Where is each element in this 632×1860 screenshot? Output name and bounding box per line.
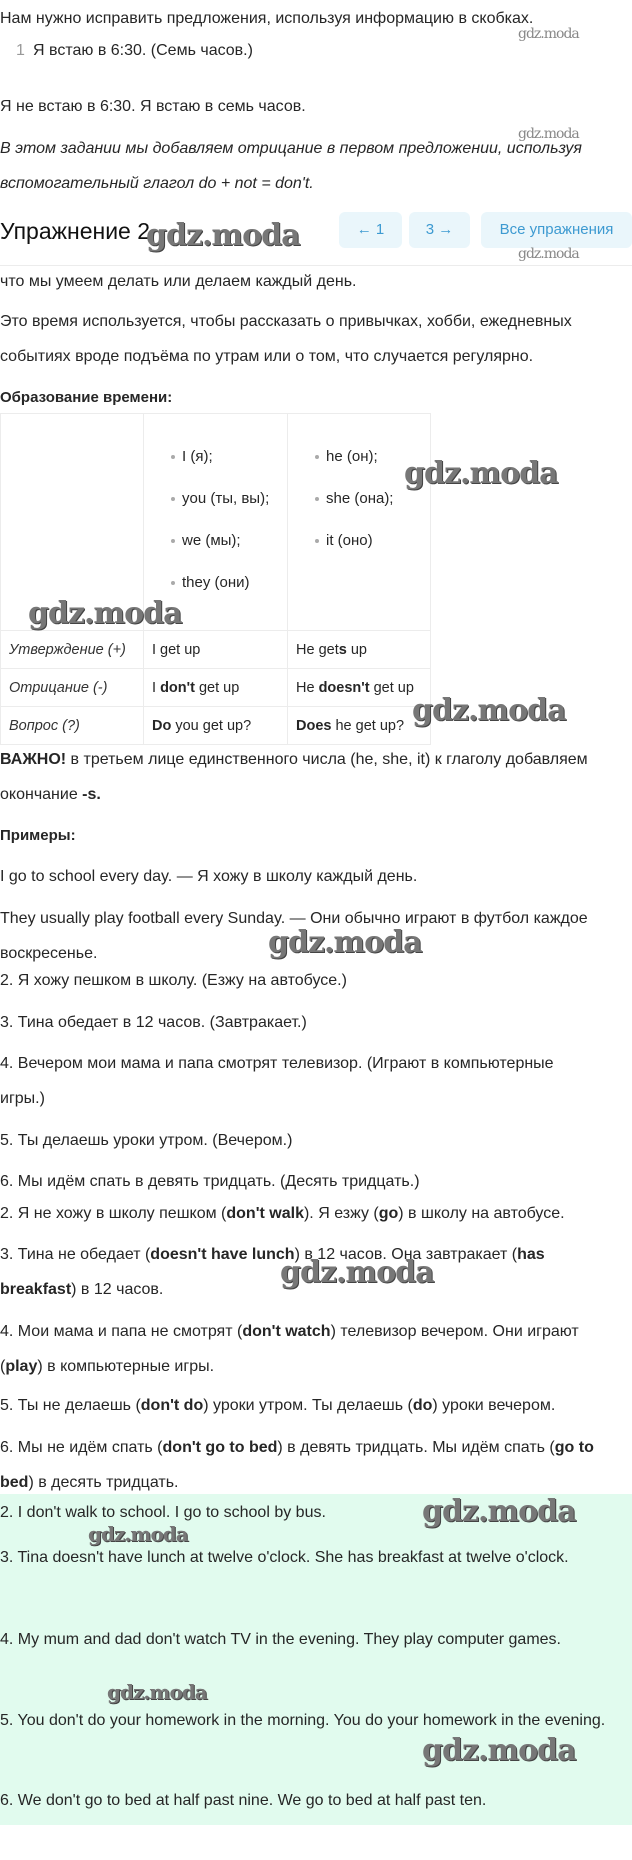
row-label: Утверждение (+) <box>1 631 144 669</box>
task-item <box>0 33 628 68</box>
bold-text: doesn't <box>318 679 370 696</box>
text-segment: ) телевизор вечером. Они играют ( <box>0 1323 579 1375</box>
bold-text: doesn't have lunch <box>150 1246 295 1263</box>
next-exercise-button[interactable]: 3 → <box>409 212 470 248</box>
intro-text: Нам нужно исправить предложения, используя информацию в скобках. <box>0 10 534 27</box>
answer-ru-4 <box>0 1314 620 1384</box>
text-segment: He get <box>296 641 339 658</box>
text-segment: up <box>346 641 367 658</box>
answer-ru-3 <box>0 1237 600 1307</box>
pronoun-item: he (он); <box>288 436 430 478</box>
bold-text: don't do <box>140 1397 204 1414</box>
bold-text: don't watch <box>242 1323 331 1340</box>
pronoun-item: they (они) <box>144 562 287 604</box>
text-segment: 6. Мы не идём спать ( <box>0 1439 163 1456</box>
text-segment: 2. Я не хожу в школу пешком ( <box>0 1205 227 1222</box>
bold-text: play <box>5 1358 38 1375</box>
watermark: gdz.moda <box>88 1522 188 1546</box>
text-segment: ) уроки утром. Ты делаешь ( <box>203 1397 413 1414</box>
watermark: gdz.moda <box>422 1494 576 1529</box>
watermark: gdz.moda <box>422 1733 576 1768</box>
table-cell-empty <box>1 414 144 631</box>
table-cell <box>288 707 431 745</box>
answer-1: Я не встаю в 6:30. Я встаю в семь часов. <box>0 98 306 115</box>
bold-text: Does <box>296 717 332 734</box>
examples-title: Примеры: <box>0 827 76 844</box>
table-cell <box>144 707 288 745</box>
table-row <box>1 631 431 669</box>
answer-ru-2 <box>0 1196 628 1231</box>
watermark: gdz.moda <box>146 218 300 253</box>
watermark: gdz.moda <box>404 456 558 491</box>
task-2: 2. Я хожу пешком в школу. (Езжу на автобусе.) <box>0 972 347 989</box>
bold-text: s <box>338 641 347 658</box>
watermark: gdz.moda <box>518 26 579 42</box>
example-2: They usually play football every Sunday. — Они обычно играют в футбол каждое воскресенье. <box>0 910 588 962</box>
bold-text: Do <box>152 717 172 734</box>
explanation: В этом задании мы добавляем отрицание в первом предложении, используя вспомогательный глагол do + not = don't. <box>0 140 582 192</box>
table-cell <box>144 631 288 669</box>
grammar-table <box>0 413 431 745</box>
bold-text: has breakfast <box>0 1246 545 1298</box>
bold-text: -s. <box>82 786 101 803</box>
answer-en-6: 6. We don't go to bed at half past nine. We go to bed at half past ten. <box>0 1792 487 1809</box>
bold-text: don't go to bed <box>162 1439 278 1456</box>
task-5: 5. Ты делаешь уроки утром. (Вечером.) <box>0 1132 293 1149</box>
pronoun-list <box>144 414 287 604</box>
answer-en-5: 5. You don't do your homework in the morning. You do your homework in the evening. <box>0 1712 606 1729</box>
task-item-number: 1 <box>16 42 25 59</box>
bold-text: don't <box>160 679 195 696</box>
task-6: 6. Мы идём спать в девять тридцать. (Десять тридцать.) <box>0 1173 420 1190</box>
row-label: Отрицание (-) <box>1 669 144 707</box>
text-segment: you get up? <box>171 717 252 734</box>
task-4: 4. Вечером мои мама и папа смотрят телевизор. (Играют в компьютерные игры.) <box>0 1055 554 1107</box>
example-1: I go to school every day. — Я хожу в школу каждый день. <box>0 868 418 885</box>
prev-exercise-button[interactable]: ← 1 <box>339 212 402 248</box>
text-segment: ) в 12 часов. <box>71 1281 164 1298</box>
text-segment: ) в десять тридцать. <box>28 1474 179 1491</box>
pronoun-item: we (мы); <box>144 520 287 562</box>
row-label: Вопрос (?) <box>1 707 144 745</box>
important-note <box>0 742 605 812</box>
watermark: gdz.moda <box>28 596 182 631</box>
text-segment: ) в компьютерные игры. <box>37 1358 215 1375</box>
formation-title: Образование времени: <box>0 389 173 406</box>
text-segment: 3. Тина не обедает ( <box>0 1246 151 1263</box>
answer-en-4: 4. My mum and dad don't watch TV in the evening. They play computer games. <box>0 1631 561 1648</box>
pronoun-item: she (она); <box>288 478 430 520</box>
text-segment: get up <box>194 679 240 696</box>
text-segment: ). Я езжу ( <box>303 1205 379 1222</box>
watermark: gdz.moda <box>268 925 422 960</box>
text-segment: в третьем лице единственного числа (he, she, it) к глаголу добавляем окончание <box>0 751 588 803</box>
pronoun-item: I (я); <box>144 436 287 478</box>
table-cell-pronouns-plural <box>144 414 288 631</box>
table-row <box>1 669 431 707</box>
table-row-pronouns <box>1 414 431 631</box>
table-cell <box>288 669 431 707</box>
pronoun-item: you (ты, вы); <box>144 478 287 520</box>
task-3: 3. Тина обедает в 12 часов. (Завтракает.) <box>0 1014 307 1031</box>
table-row <box>1 707 431 745</box>
bold-text: do <box>412 1397 433 1414</box>
task-item-text: Я встаю в 6:30. (Семь часов.) <box>33 42 253 59</box>
text-segment: I get up <box>152 641 201 658</box>
exercise-title: Упражнение 2 <box>0 218 151 244</box>
bold-text: don't walk <box>226 1205 304 1222</box>
bold-text: ВАЖНО! <box>0 751 67 768</box>
table-cell <box>288 631 431 669</box>
watermark: gdz.moda <box>518 246 579 262</box>
text-segment: get up <box>369 679 414 696</box>
text-segment: I <box>152 679 161 696</box>
table-cell-pronouns-singular <box>288 414 431 631</box>
text-segment: he get up? <box>331 717 405 734</box>
text-segment: 4. Мои мама и папа не смотрят ( <box>0 1323 243 1340</box>
all-exercises-button[interactable]: Все упражнения <box>481 212 632 248</box>
answer-ru-6 <box>0 1430 620 1500</box>
pronoun-list <box>288 414 430 562</box>
table-cell <box>144 669 288 707</box>
theory-line-2: Это время используется, чтобы рассказать о привычках, хобби, ежедневных событиях вроде подъёма по утрам или о том, что случается регулярно. <box>0 313 572 365</box>
answer-en-3: 3. Tina doesn't have lunch at twelve o'clock. She has breakfast at twelve o'clock. <box>0 1549 569 1566</box>
theory-line-1: что мы умеем делать или делаем каждый день. <box>0 273 357 290</box>
pronoun-item: it (оно) <box>288 520 430 562</box>
watermark: gdz.moda <box>280 1255 434 1290</box>
answer-en-2: 2. I don't walk to school. I go to school by bus. <box>0 1504 326 1521</box>
text-segment: ) в школу на автобусе. <box>398 1205 565 1222</box>
bold-text: go <box>378 1205 399 1222</box>
text-segment: ) в девять тридцать. Мы идём спать ( <box>277 1439 555 1456</box>
text-segment: 5. Ты не делаешь ( <box>0 1397 141 1414</box>
watermark: gdz.moda <box>518 126 579 142</box>
text-segment: He <box>296 679 319 696</box>
answer-ru-5 <box>0 1388 628 1423</box>
text-segment: ) в 12 часов. Она завтракает ( <box>294 1246 518 1263</box>
bold-text: go to bed <box>0 1439 594 1491</box>
watermark: gdz.moda <box>107 1680 207 1704</box>
text-segment: ) уроки вечером. <box>432 1397 556 1414</box>
watermark: gdz.moda <box>412 693 566 728</box>
